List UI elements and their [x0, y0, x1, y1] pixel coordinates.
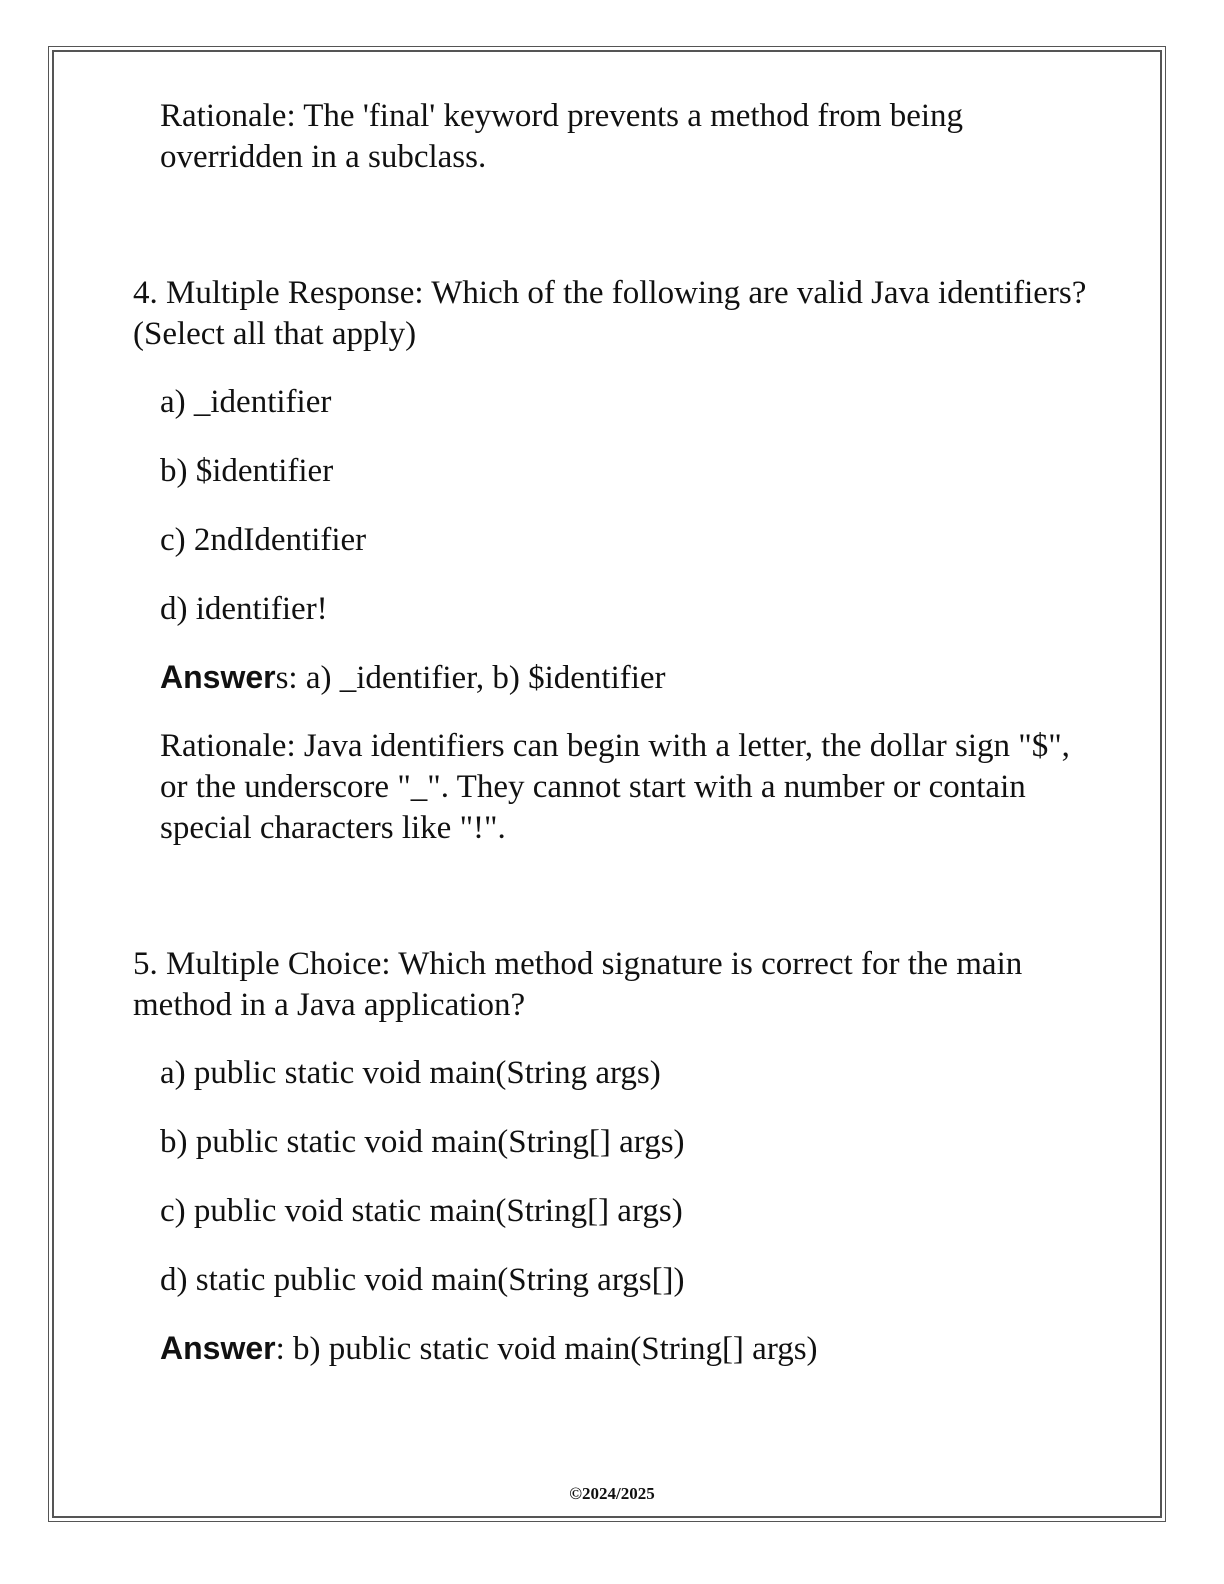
question-4-answer-text: s: a) _identifier, b) $identifier	[275, 660, 666, 696]
question-4-option-b: b) $identifier	[160, 453, 334, 489]
question-5-answer-text: : b) public static void main(String[] args)	[275, 1331, 818, 1367]
question-5-text: 5. Multiple Choice: Which method signature is correct for the main method in a Java application?	[133, 946, 1023, 1023]
question-4-option-d: d) identifier!	[160, 591, 328, 627]
page-footer-copyright: ©2024/2025	[569, 1484, 655, 1503]
page-content	[133, 96, 1093, 1370]
question-5-option-b: b) public static void main(String[] args)	[160, 1124, 685, 1160]
question-5-option-a: a) public static void main(String args)	[160, 1055, 661, 1091]
question-4	[133, 273, 1093, 849]
question-5-answer-label: Answer	[160, 1330, 276, 1366]
question-5-answer	[133, 1328, 1093, 1370]
question-5	[133, 944, 1093, 1370]
question-4-answer-label: Answer	[160, 659, 276, 695]
question-4-rationale: Rationale: Java identifiers can begin with a letter, the dollar sign "$", or the underscore "_". They cannot start with a number or contain special characters like "!".	[160, 728, 1070, 846]
question-4-option-c: c) 2ndIdentifier	[160, 522, 367, 558]
question-4-option-a: a) _identifier	[160, 384, 332, 420]
rationale-q3: Rationale: The 'final' keyword prevents a method from being overridden in a subclass.	[160, 98, 964, 175]
question-4-answer	[133, 657, 1093, 699]
question-5-option-c: c) public void static main(String[] args)	[160, 1193, 683, 1229]
question-4-text: 4. Multiple Response: Which of the following are valid Java identifiers? (Select all that apply)	[133, 275, 1087, 352]
question-5-option-d: d) static public void main(String args[])	[160, 1262, 685, 1298]
